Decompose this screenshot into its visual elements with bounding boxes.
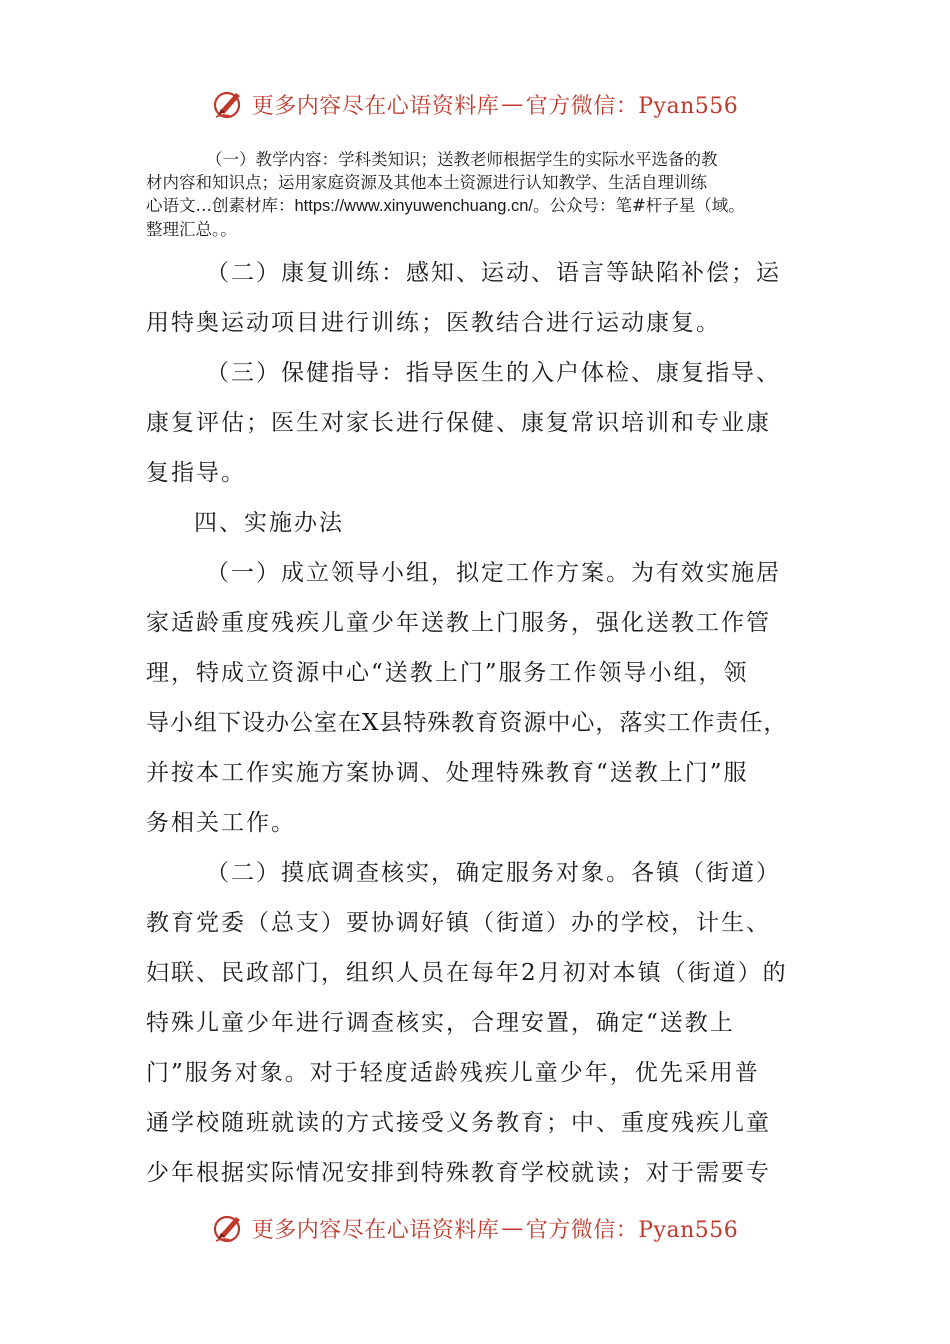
- body-line: 妇联、民政部门，组织人员在每年2月初对本镇（街道）的: [146, 960, 788, 986]
- small-line: 材内容和知识点；运用家庭资源及其他本土资源进行认知教学、生活自理训练: [146, 173, 707, 192]
- footer-banner: [0, 1208, 950, 1248]
- body-line: 务相关工作。: [146, 810, 296, 836]
- small-line-text: 。公众号：笔#杆子星（域。: [532, 196, 745, 215]
- body-line: （二）康复训练：感知、运动、语言等缺陷补偿；运: [206, 260, 781, 286]
- body-line: 复指导。: [146, 460, 246, 486]
- body-line: 通学校随班就读的方式接受义务教育；中、重度残疾儿童: [146, 1110, 771, 1136]
- body-line: （三）保健指导：指导医生的入户体检、康复指导、: [206, 360, 781, 386]
- body-line: 家适龄重度残疾儿童少年送教上门服务，强化送教工作管: [146, 610, 771, 636]
- body-line: 导小组下设办公室在X县特殊教育资源中心，落实工作责任，: [146, 710, 788, 736]
- banner-text: 更多内容尽在心语资料库: [251, 93, 500, 119]
- website-url[interactable]: https://www.xinyuwenchuang.cn/: [294, 197, 533, 215]
- body-line: （一）成立领导小组，拟定工作方案。为有效实施居: [206, 560, 781, 586]
- body-line: 并按本工作实施方案协调、处理特殊教育“送教上门”服: [146, 760, 749, 786]
- banner-wechat: 官方微信：Pyan556: [525, 93, 739, 119]
- small-line-text: 心语文…创素材库：: [146, 196, 295, 215]
- pen-logo-icon: [212, 87, 246, 121]
- small-line-with-url: [146, 194, 826, 218]
- small-text-block: [146, 148, 826, 241]
- header-banner: [0, 84, 950, 124]
- body-line: 少年根据实际情况安排到特殊教育学校就读；对于需要专: [146, 1160, 771, 1186]
- body-line: 教育党委（总支）要协调好镇（街道）办的学校，计生、: [146, 910, 771, 936]
- banner-separator: —: [501, 91, 524, 117]
- small-line: （一）教学内容：学科类知识；送教老师根据学生的实际水平选备的教: [206, 150, 718, 169]
- small-line: 整理汇总。。: [146, 220, 237, 239]
- banner-wechat: 官方微信：Pyan556: [525, 1217, 739, 1243]
- body-line: 门”服务对象。对于轻度适龄残疾儿童少年，优先采用普: [146, 1060, 760, 1086]
- body-line: 康复评估；医生对家长进行保健、康复常识培训和专业康: [146, 410, 771, 436]
- body-line: 特殊儿童少年进行调查核实，合理安置，确定“送教上: [146, 1010, 735, 1036]
- section-heading: 四、实施办法: [194, 510, 344, 536]
- banner-separator: —: [501, 1215, 524, 1241]
- pen-logo-icon: [212, 1211, 246, 1245]
- body-text: [146, 248, 826, 1198]
- body-line: 用特奥运动项目进行训练；医教结合进行运动康复。: [146, 310, 721, 336]
- banner-text: 更多内容尽在心语资料库: [251, 1217, 500, 1243]
- body-line: 理，特成立资源中心“送教上门”服务工作领导小组，领: [146, 660, 749, 686]
- body-line: （二）摸底调查核实，确定服务对象。各镇（街道）: [206, 860, 781, 886]
